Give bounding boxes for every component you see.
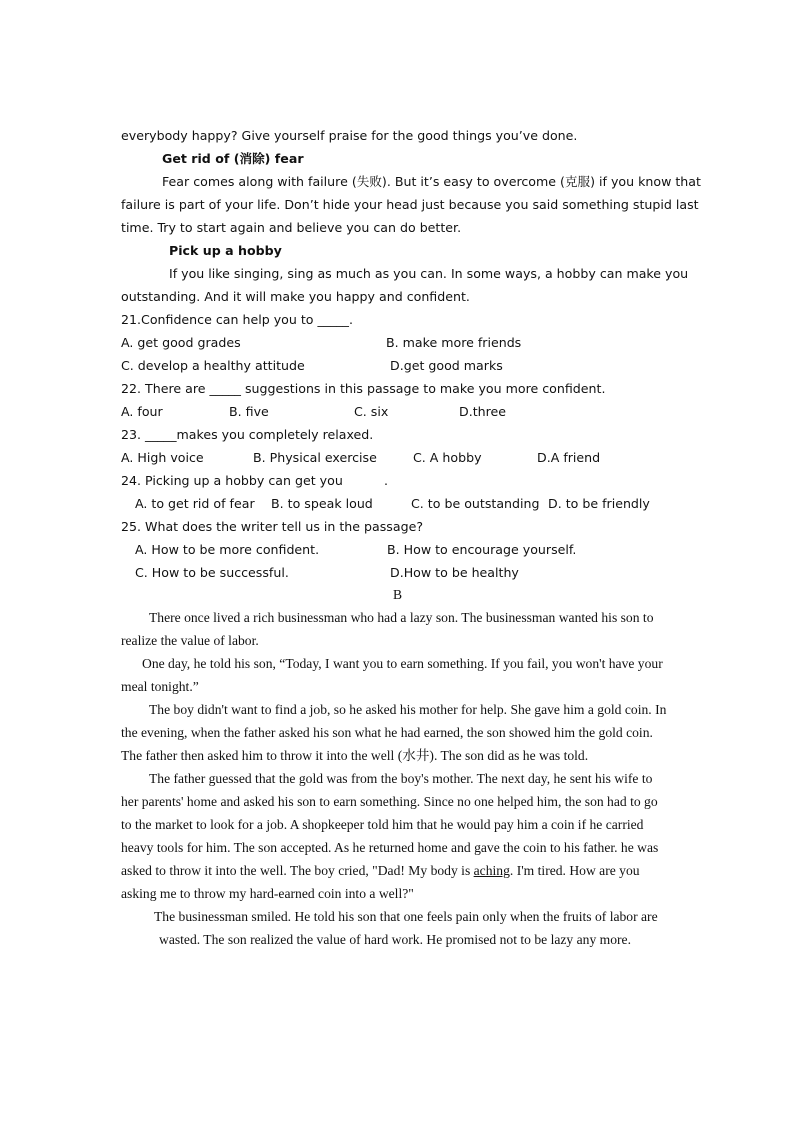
passage-b-line: realize the value of labor. (121, 633, 259, 648)
passage-b-text: . I'm tired. How are you (509, 863, 640, 878)
passage-b-line: her parents' home and asked his son to earn something. Since no one helped him, the son had to go (121, 794, 658, 809)
question-21-option-c: C. develop a healthy attitude (121, 358, 305, 373)
question-21-option-b: B. make more friends (386, 335, 522, 350)
passage-b-line: heavy tools for him. The son accepted. As he returned home and gave the coin to his father. he was (121, 840, 659, 855)
passage-b-line: The father then asked him to throw it into the well (水井). The son did as he was told. (121, 748, 589, 763)
question-21-option-d: D.get good marks (390, 358, 503, 373)
question-23-option-c: C. A hobby (413, 450, 482, 465)
passage-b-line: the evening, when the father asked his son what he had earned, the son showed him the gold coin. (121, 725, 653, 740)
question-25-option-c: C. How to be successful. (135, 565, 289, 580)
question-23-stem: 23. _____makes you completely relaxed. (121, 427, 374, 442)
section-heading-fear: Get rid of (消除) fear (162, 151, 304, 166)
question-24-stem: 24. Picking up a hobby can get you (121, 473, 343, 488)
hobby-paragraph-line: If you like singing, sing as much as you can. In some ways, a hobby can make you (169, 266, 689, 281)
section-heading-hobby: Pick up a hobby (169, 243, 282, 258)
underlined-word-aching: aching (473, 863, 510, 878)
question-24-option-d: D. to be friendly (548, 496, 650, 511)
question-25-stem: 25. What does the writer tell us in the passage? (121, 519, 424, 534)
question-25-option-d: D.How to be healthy (390, 565, 519, 580)
question-24-stem-end: . (384, 473, 389, 488)
passage-b-line: The boy didn't want to find a job, so he asked his mother for help. She gave him a gold coin. In (149, 702, 667, 717)
question-22-option-d: D.three (459, 404, 507, 419)
passage-a-intro-tail: everybody happy? Give yourself praise for the good things you’ve done. (121, 128, 578, 143)
question-22-stem: 22. There are _____ suggestions in this passage to make you more confident. (121, 381, 606, 396)
passage-b-line: meal tonight.” (121, 679, 199, 694)
passage-b-line: to the market to look for a job. A shopkeeper told him that he would pay him a coin if he carried (121, 817, 644, 832)
passage-b-text: asked to throw it into the well. The boy cried, "Dad! My body is (121, 863, 474, 878)
passage-b-line: The businessman smiled. He told his son that one feels pain only when the fruits of labor are (154, 909, 658, 924)
question-24-option-c: C. to be outstanding (411, 496, 540, 511)
passage-b-line: wasted. The son realized the value of hard work. He promised not to be lazy any more. (159, 932, 631, 947)
question-22-option-b: B. five (229, 404, 269, 419)
question-21-stem: 21.Confidence can help you to _____. (121, 312, 353, 327)
question-23-option-a: A. High voice (121, 450, 204, 465)
question-22-option-a: A. four (121, 404, 163, 419)
passage-b-line (121, 862, 640, 880)
question-23-option-b: B. Physical exercise (253, 450, 377, 465)
question-24-option-a: A. to get rid of fear (135, 496, 255, 511)
passage-b-line: The father guessed that the gold was from the boy's mother. The next day, he sent his wife to (149, 771, 653, 786)
fear-paragraph-line: Fear comes along with failure (失败). But it’s easy to overcome (克服) if you know that (162, 174, 701, 189)
passage-b-line: asking me to throw my hard-earned coin into a well?" (121, 886, 414, 901)
passage-b-line: There once lived a rich businessman who had a lazy son. The businessman wanted his son to (149, 610, 654, 625)
fear-paragraph-line: failure is part of your life. Don’t hide your head just because you said something stupid last (121, 197, 699, 212)
section-label-b: B (393, 587, 403, 602)
question-21-option-a: A. get good grades (121, 335, 241, 350)
question-25-option-b: B. How to encourage yourself. (387, 542, 577, 557)
question-22-option-c: C. six (354, 404, 389, 419)
passage-b-line: One day, he told his son, “Today, I want you to earn something. If you fail, you won't have your (142, 656, 663, 671)
question-24-option-b: B. to speak loud (271, 496, 373, 511)
fear-paragraph-line: time. Try to start again and believe you can do better. (121, 220, 462, 235)
question-23-option-d: D.A friend (537, 450, 601, 465)
hobby-paragraph-line: outstanding. And it will make you happy and confident. (121, 289, 470, 304)
question-25-option-a: A. How to be more confident. (135, 542, 320, 557)
